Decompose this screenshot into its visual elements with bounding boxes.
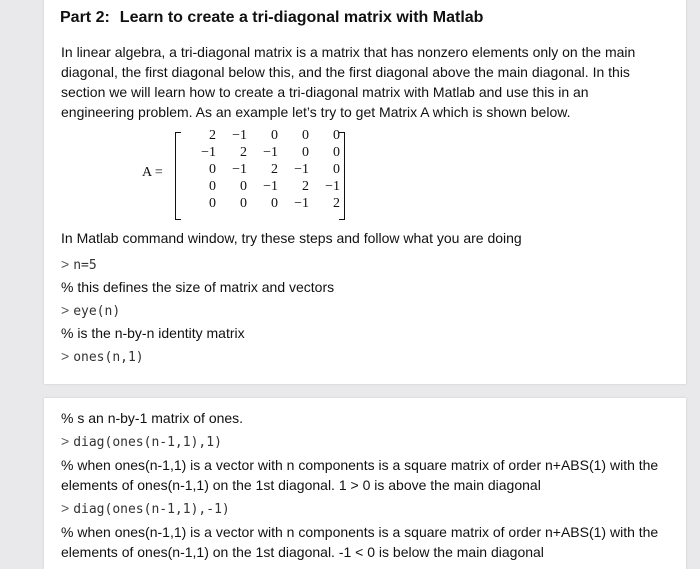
section-title	[60, 9, 483, 27]
prompt-symbol: >	[61, 256, 70, 272]
prompt-symbol: >	[61, 302, 70, 318]
matrix-cell: 2	[209, 128, 216, 143]
matrix-cell: 0	[209, 162, 216, 177]
matrix-cell: 0	[209, 196, 216, 211]
matrix-cell: 2	[240, 145, 247, 160]
matrix-cell: −1	[294, 162, 309, 177]
comment-above-line-2: elements of ones(n-1,1) on the 1st diagonal. 1 > 0 is above the main diagonal	[61, 477, 541, 493]
comment-above-line-1: % when ones(n-1,1) is a vector with n components is a square matrix of order n+ABS(1) with the	[61, 457, 659, 473]
document-card-top	[44, 0, 686, 384]
command-line-4	[61, 431, 222, 453]
matrix-a	[142, 128, 352, 222]
instruction-text: In Matlab command window, try these steps and follow what you are doing	[61, 230, 522, 246]
matrix-cell: 0	[333, 162, 340, 177]
matrix-cell: 0	[271, 128, 278, 143]
matrix-left-bracket	[175, 132, 181, 220]
command-n-equals-5: n=5	[73, 258, 97, 273]
command-line-3	[61, 346, 144, 368]
matrix-cell: 0	[240, 196, 247, 211]
section-number: Part 2:	[60, 9, 110, 26]
intro-line-4: engineering problem. As an example let’s try to get Matrix A which is shown below.	[61, 104, 571, 120]
matrix-cell: 0	[302, 128, 309, 143]
matrix-cell: 0	[333, 128, 340, 143]
intro-line-1: In linear algebra, a tri-diagonal matrix is a matrix that has nonzero elements only on the main	[61, 44, 636, 60]
comment-size-definition: % this defines the size of matrix and vectors	[61, 279, 335, 295]
matrix-cell: 2	[302, 179, 309, 194]
matrix-cell: −1	[263, 145, 278, 160]
matrix-cell: 0	[240, 179, 247, 194]
comment-ones-matrix: % s an n-by-1 matrix of ones.	[61, 410, 244, 426]
command-diag-below: diag(ones(n-1,1),-1)	[73, 502, 230, 517]
comment-below-line-1: % when ones(n-1,1) is a vector with n components is a square matrix of order n+ABS(1) with the	[61, 524, 659, 540]
matrix-cell: 0	[209, 179, 216, 194]
matrix-cell: 0	[333, 145, 340, 160]
command-ones: ones(n,1)	[73, 350, 144, 365]
matrix-cell: 0	[302, 145, 309, 160]
command-eye: eye(n)	[73, 304, 121, 319]
matrix-cell: −1	[232, 128, 247, 143]
section-title-text: Learn to create a tri-diagonal matrix with Matlab	[119, 9, 484, 26]
matrix-cell: −1	[263, 179, 278, 194]
document-card-bottom	[44, 398, 686, 569]
command-diag-above: diag(ones(n-1,1),1)	[73, 435, 222, 450]
comment-below-line-2: elements of ones(n-1,1) on the 1st diagonal. -1 < 0 is below the main diagonal	[61, 544, 544, 560]
intro-line-2: diagonal, the first diagonal below this, and the first diagonal above the main diagonal. In this	[61, 64, 630, 80]
prompt-symbol: >	[61, 433, 70, 449]
command-line-5	[61, 498, 230, 520]
matrix-cell: 0	[271, 196, 278, 211]
matrix-label: A =	[142, 165, 163, 180]
prompt-symbol: >	[61, 348, 70, 364]
matrix-cell: −1	[232, 162, 247, 177]
matrix-cell: 2	[271, 162, 278, 177]
command-line-1	[61, 254, 97, 276]
matrix-cell: 2	[333, 196, 340, 211]
matrix-cell: −1	[294, 196, 309, 211]
prompt-symbol: >	[61, 500, 70, 516]
command-line-2	[61, 300, 120, 322]
matrix-cell: −1	[325, 179, 340, 194]
comment-identity-matrix: % is the n-by-n identity matrix	[61, 325, 245, 341]
intro-line-3: section we will learn how to create a tri-diagonal matrix with Matlab and use this in an	[61, 84, 589, 100]
matrix-cell: −1	[201, 145, 216, 160]
